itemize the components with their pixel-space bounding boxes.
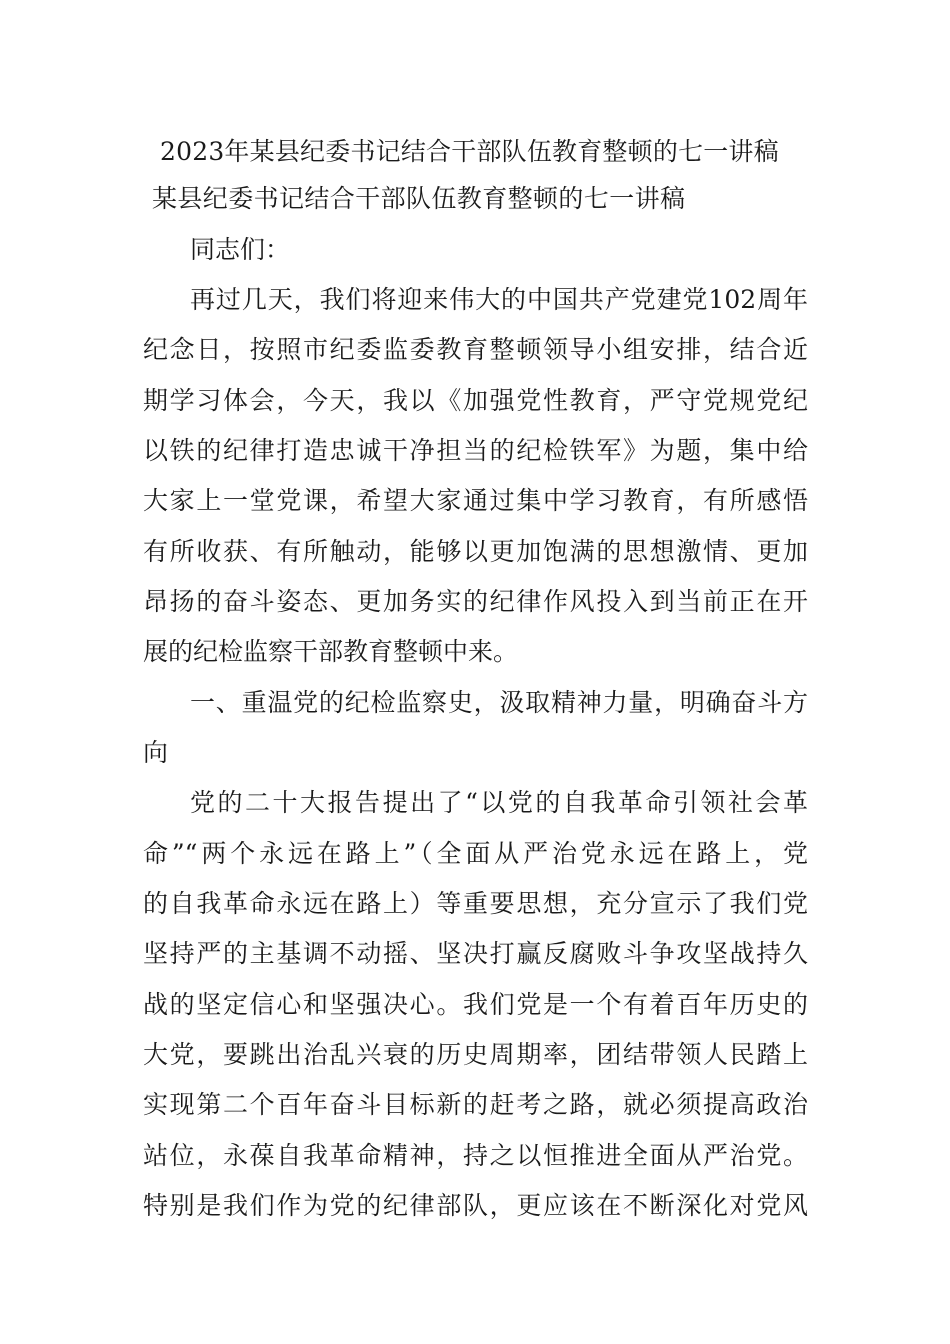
paragraph-line: 站位，永葆自我革命精神，持之以恒推进全面从严治党。 [143, 1141, 808, 1170]
paragraph-line: 纪念日，按照市纪委监委教育整顿领导小组安排，结合近 [143, 335, 808, 364]
document-subtitle: 某县纪委书记结合干部队伍教育整顿的七一讲稿 [152, 184, 686, 213]
paragraph-line: 战的坚定信心和坚强决心。我们党是一个有着百年历史的 [143, 990, 808, 1019]
paragraph-line: 特别是我们作为党的纪律部队，更应该在不断深化对党风 [143, 1191, 808, 1220]
paragraph-line: 大党，要跳出治乱兴衰的历史周期率，团结带领人民踏上 [143, 1040, 808, 1069]
paragraph-line: 昂扬的奋斗姿态、更加务实的纪律作风投入到当前正在开 [143, 587, 808, 616]
paragraph-line: 实现第二个百年奋斗目标新的赶考之路，就必须提高政治 [143, 1090, 808, 1119]
paragraph-line: 大家上一堂党课，希望大家通过集中学习教育，有所感悟 [143, 486, 808, 515]
section-heading: 一、重温党的纪检监察史，汲取精神力量，明确奋斗方 [190, 688, 808, 717]
paragraph-line: 期学习体会，今天，我以《加强党性教育，严守党规党纪 [143, 386, 808, 415]
paragraph-line: 以铁的纪律打造忠诚干净担当的纪检铁军》为题，集中给 [143, 436, 808, 465]
paragraph-line: 展的纪检监察干部教育整顿中来。 [143, 637, 519, 666]
paragraph-line: 的自我革命永远在路上）等重要思想，充分宣示了我们党 [143, 889, 808, 918]
paragraph-line: 党的二十大报告提出了“以党的自我革命引领社会革 [190, 788, 808, 817]
paragraph-line: 坚持严的主基调不动摇、坚决打赢反腐败斗争攻坚战持久 [143, 939, 808, 968]
paragraph-line: 再过几天，我们将迎来伟大的中国共产党建党102周年 [190, 285, 808, 314]
document-title: 2023年某县纪委书记结合干部队伍教育整顿的七一讲稿 [160, 137, 779, 166]
paragraph-line: 命”“两个永远在路上”（全面从严治党永远在路上，党 [143, 839, 808, 868]
paragraph-line: 有所收获、有所触动，能够以更加饱满的思想激情、更加 [143, 537, 808, 566]
section-heading: 向 [143, 738, 169, 767]
greeting: 同志们： [190, 235, 291, 264]
